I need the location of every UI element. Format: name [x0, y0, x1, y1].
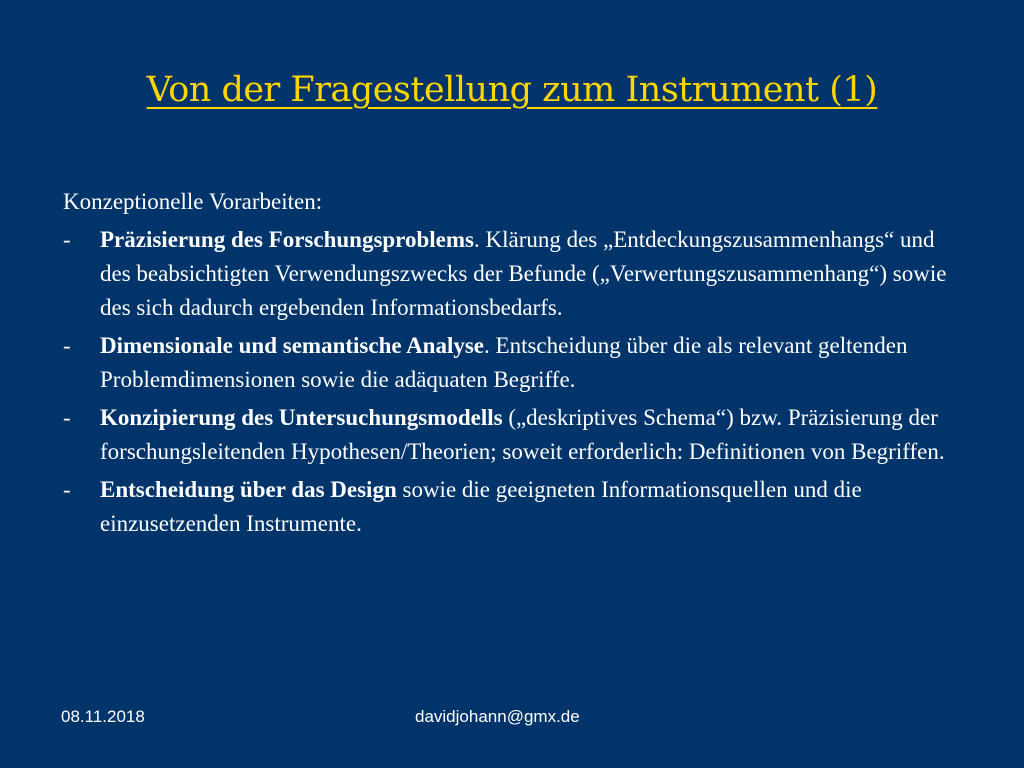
intro-text: Konzeptionelle Vorarbeiten: [63, 189, 323, 214]
slide-title: Von der Fragestellung zum Instrument (1) [146, 70, 878, 110]
bullet-text: sowie die geeigneten Informationsquellen und die einzusetzenden Instrumente. [100, 477, 862, 536]
bullet-item-2 [63, 329, 963, 397]
bullet-item-1 [63, 223, 963, 325]
bullet-marker: - [63, 333, 71, 358]
bullet-marker: - [63, 227, 71, 252]
footer-date: 08.11.2018 [61, 707, 145, 726]
bullet-list [63, 223, 963, 541]
bullet-item-3 [63, 401, 963, 469]
bullet-text: . Klärung des „Entdeckungszusammenhangs“ und des beabsichtigten Verwendungszwecks der Befunde („Verwertungszusammenhang“) sowie des sich dadurch ergebenden Informationsbedarfs. [100, 227, 947, 320]
bullet-marker: - [63, 477, 71, 502]
bullet-heading: Dimensionale und semantische Analyse [100, 333, 485, 358]
slide-content [63, 185, 963, 545]
bullet-text: („deskriptives Schema“) bzw. Präzisierung der forschungsleitenden Hypothesen/Theorien; soweit erforderlich: Definitionen von Begriffen. [100, 405, 945, 464]
bullet-item-4 [63, 473, 963, 541]
footer-email: davidjohann@gmx.de [415, 707, 580, 726]
bullet-marker: - [63, 405, 71, 430]
bullet-heading: Präzisierung des Forschungsproblems [100, 227, 474, 252]
bullet-heading: Konzipierung des Untersuchungsmodells [100, 405, 503, 430]
bullet-text: . Entscheidung über die als relevant geltenden Problemdimensionen sowie die adäquaten Begriffe. [100, 333, 908, 392]
bullet-heading: Entscheidung über das Design [100, 477, 397, 502]
